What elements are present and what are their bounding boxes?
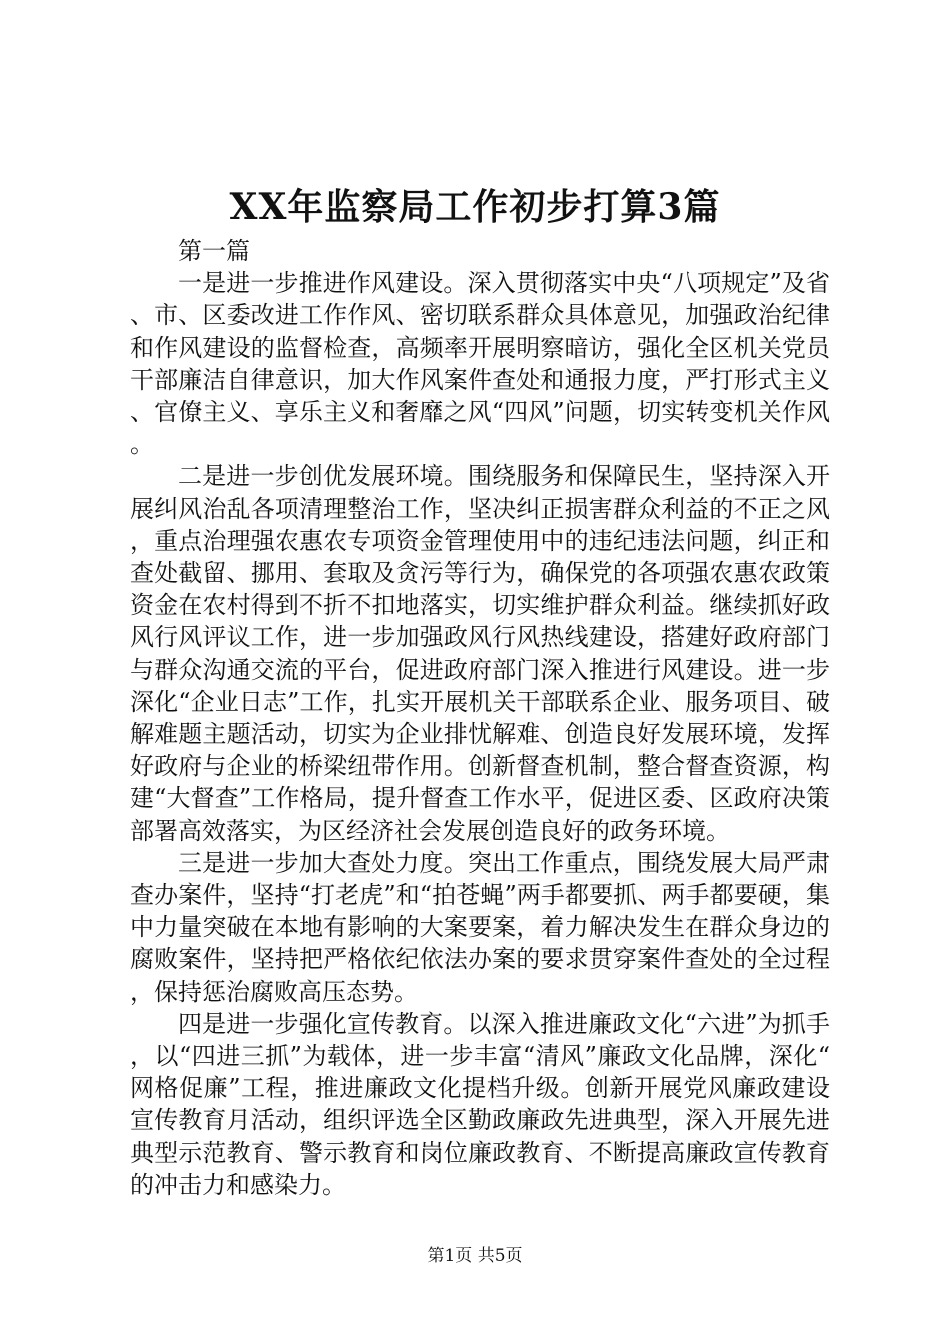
paragraph-4: 四是进一步强化宣传教育。以深入推进廉政文化“六进”为抓手，以“四进三抓”为载体，进一步丰富“清风”廉政文化品牌，深化“网格促廉”工程，推进廉政文化提档升级。创新开展党风廉政建设宣传教育月活动，组织评选全区勤政廉政先进典型，深入开展先进典型示范教育、警示教育和岗位廉政教育、不断提高廉政宣传教育的冲击力和感染力。: [130, 1009, 830, 1199]
paragraph-3: 三是进一步加大查处力度。突出工作重点，围绕发展大局严肃查办案件，坚持“打老虎”和“拍苍蝇”两手都要抓、两手都要硬，集中力量突破在本地有影响的大案要案，着力解决发生在群众身边的腐败案件，坚持把严格依纪依法办案的要求贯穿案件查处的全过程，保持惩治腐败高压态势。: [130, 848, 830, 1006]
section-label: 第一篇: [178, 237, 250, 265]
paragraph-1: 一是进一步推进作风建设。深入贯彻落实中央“八项规定”及省、市、区委改进工作作风、密切联系群众具体意见，加强政治纪律和作风建设的监督检查，高频率开展明察暗访，强化全区机关党员干部廉洁自律意识，加大作风案件查处和通报力度，严打形式主义、官僚主义、享乐主义和奢靡之风“四风”问题，切实转变机关作风。: [130, 269, 830, 459]
document-title: XX年监察局工作初步打算3篇: [229, 186, 721, 228]
document-body: [130, 235, 830, 1201]
paragraph-2: 二是进一步创优发展环境。围绕服务和保障民生，坚持深入开展纠风治乱各项清理整治工作，坚决纠正损害群众利益的不正之风，重点治理强农惠农专项资金管理使用中的违纪违法问题，纠正和查处截留、挪用、套取及贪污等行为，确保党的各项强农惠农政策资金在农村得到不折不扣地落实，切实维护群众利益。继续抓好政风行风评议工作，进一步加强政风行风热线建设，搭建好政府部门与群众沟通交流的平台，促进政府部门深入推进行风建设。进一步深化“企业日志”工作，扎实开展机关干部联系企业、服务项目、破解难题主题活动，切实为企业排忧解难、创造良好发展环境，发挥好政府与企业的桥梁纽带作用。创新督查机制，整合督查资源，构建“大督查”工作格局，提升督查工作水平，促进区委、区政府决策部署高效落实，为区经济社会发展创造良好的政务环境。: [130, 462, 830, 845]
page-number-footer: 第1页 共5页: [427, 1246, 523, 1266]
